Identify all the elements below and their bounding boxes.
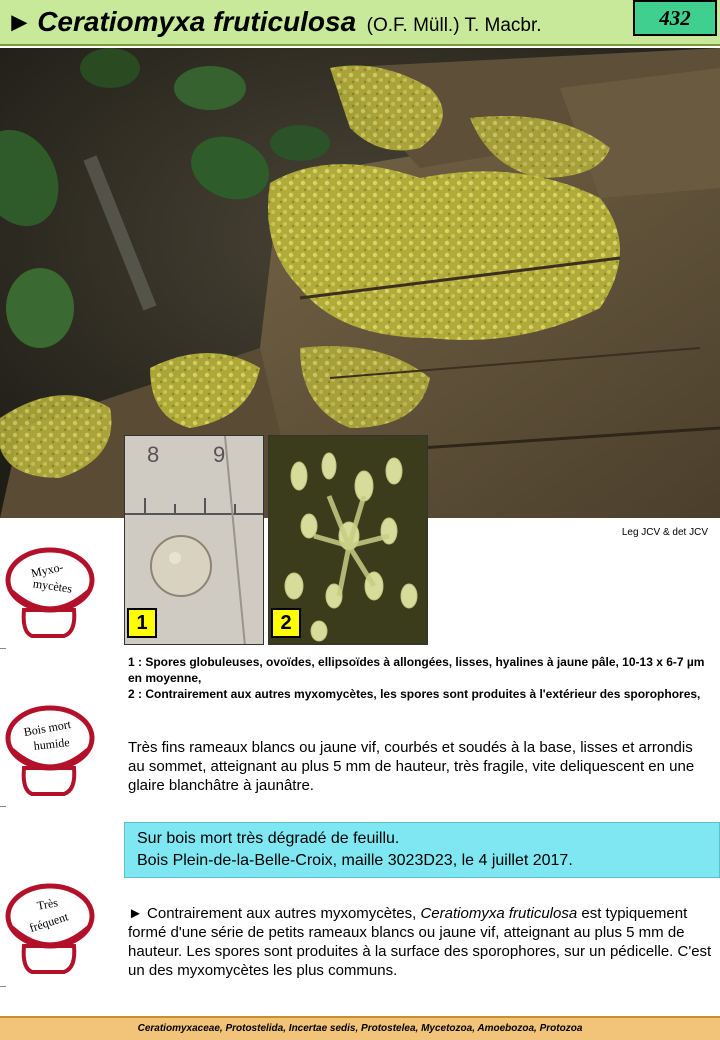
page-title — [6, 6, 542, 38]
thumbnail-label: 1 — [127, 608, 157, 638]
separator — [0, 806, 6, 807]
note-species: Ceratiomyxa fruticulosa — [420, 905, 578, 922]
photo-credit: Leg JCV & det JCV — [621, 527, 708, 538]
separator — [0, 986, 6, 987]
badge-line1: Bois mort — [22, 717, 72, 740]
badge-line2: humide — [32, 735, 71, 753]
plate-number: 432 — [633, 0, 717, 36]
note-text-2: est typiquement formé d'une série de petits rameaux blancs ou jaune vif, atteignant au plus 5 mm de hauteur. Les spores sont produites à la surface des sporophores, sur un pédicelle. C'est un des myxomycètes les plus communs. — [128, 905, 712, 979]
habitat-line-2: Bois Plein-de-la-Belle-Croix, maille 3023D23, le 4 juillet 2017. — [137, 852, 573, 869]
note-text-1: Contrairement aux autres myxomycètes, — [142, 905, 421, 922]
badge-line1: Myxo- — [29, 559, 65, 581]
comparative-note — [128, 904, 713, 980]
photo-caption — [128, 654, 713, 702]
badge-line2: mycètes — [32, 576, 74, 596]
badge-myxomycetes — [2, 540, 98, 640]
habitat-box — [124, 822, 720, 878]
title-bar — [0, 0, 720, 46]
svg-text:8: 8 — [147, 442, 160, 467]
badge-bois-mort — [2, 698, 98, 798]
species-name: Ceratiomyxa fruticulosa — [37, 6, 357, 37]
caption-line-2: 2 : Contrairement aux autres myxomycètes, les spores sont produites à l'extérieur des sporophores, — [128, 687, 701, 701]
thumbnail-label: 2 — [271, 608, 301, 638]
species-author: (O.F. Müll.) T. Macbr. — [366, 15, 542, 36]
taxonomy-footer: Ceratiomyxaceae, Protostelida, Incertae sedis, Protostelea, Mycetozoa, Amoebozoa, Protozoa — [0, 1016, 720, 1040]
caption-line-1: 1 : Spores globuleuses, ovoïdes, ellipsoïdes à allongées, lisses, hyalines à jaune pâle, 10-13 x 6-7 µm en moyenne, — [128, 655, 705, 685]
svg-text:9: 9 — [213, 442, 226, 467]
separator — [0, 648, 6, 649]
note-arrow-icon: ► — [128, 905, 143, 922]
thumbnail-spores[interactable] — [124, 435, 264, 645]
species-description: Très fins rameaux blancs ou jaune vif, courbés et soudés à la base, lisses et arrondis au sommet, atteignant au plus 5 mm de hauteur, très fragile, vite deliquescent en une glaire blanchâtre à jaunâtre. — [128, 739, 695, 794]
title-arrow-icon: ► — [6, 7, 33, 37]
thumbnail-sporophores[interactable] — [268, 435, 428, 645]
badge-line2: fréquent — [27, 909, 70, 936]
habitat-line-1: Sur bois mort très dégradé de feuillu. — [137, 830, 400, 847]
badge-line1: Très — [35, 895, 59, 913]
badge-frequence — [2, 876, 98, 976]
